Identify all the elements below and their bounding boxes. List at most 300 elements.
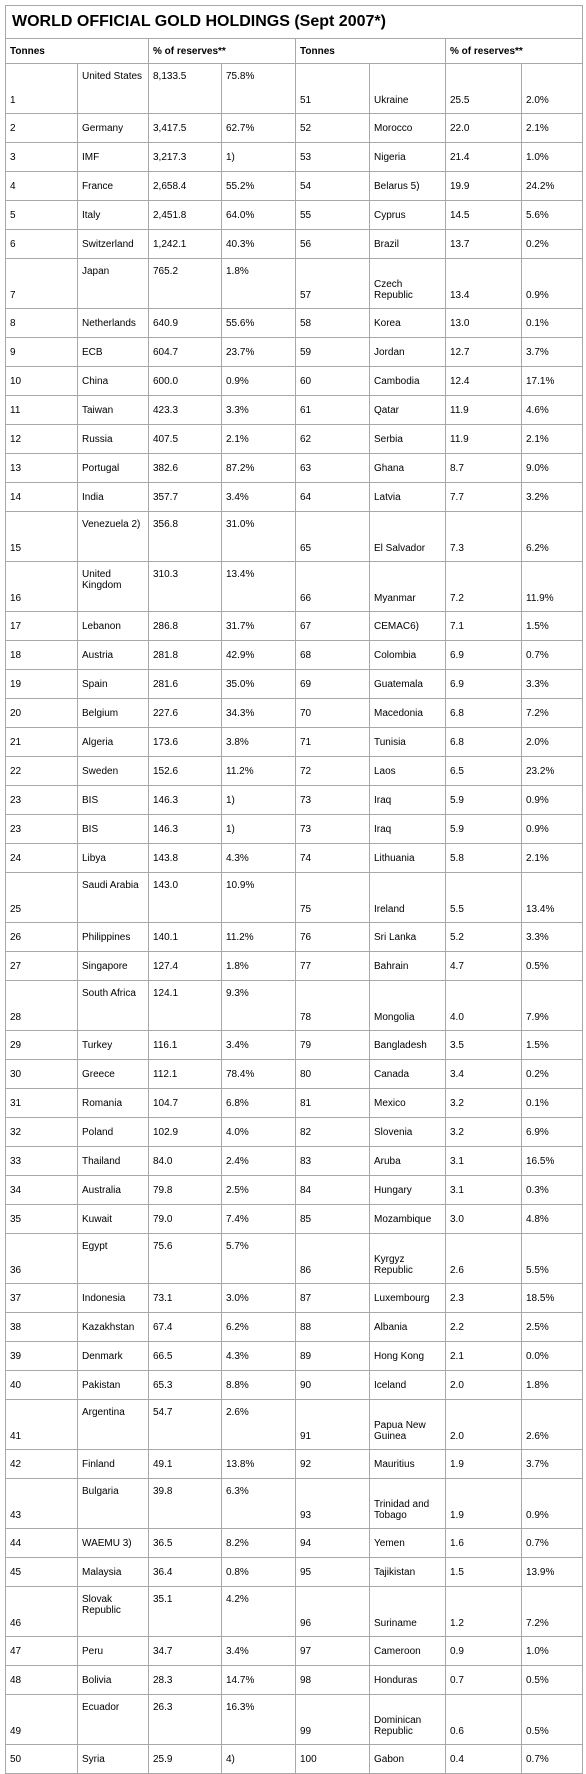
table-row — [6, 172, 583, 201]
pct-reserves-left-cell: 4.3% — [222, 844, 296, 873]
pct-reserves-right-cell: 5.5% — [522, 1234, 583, 1284]
tonnes-right-cell: 13.7 — [446, 230, 522, 259]
rank-right-cell: 94 — [296, 1529, 370, 1558]
tonnes-left-cell: 146.3 — [149, 786, 222, 815]
tonnes-right-cell: 12.4 — [446, 367, 522, 396]
country-right-cell: Kyrgyz Republic — [370, 1234, 446, 1284]
table-row — [6, 1558, 583, 1587]
pct-reserves-right-cell: 1.0% — [522, 143, 583, 172]
country-right-cell: Iraq — [370, 786, 446, 815]
tonnes-right-cell: 6.8 — [446, 699, 522, 728]
table-row — [6, 143, 583, 172]
rank-left-cell: 15 — [6, 512, 78, 562]
tonnes-left-cell: 79.0 — [149, 1205, 222, 1234]
rank-left-cell: 38 — [6, 1313, 78, 1342]
country-left-cell: Thailand — [78, 1147, 149, 1176]
table-row — [6, 612, 583, 641]
country-right-cell: Albania — [370, 1313, 446, 1342]
country-right-cell: Lithuania — [370, 844, 446, 873]
pct-reserves-right-cell: 0.7% — [522, 1529, 583, 1558]
rank-right-cell: 85 — [296, 1205, 370, 1234]
pct-reserves-right-cell: 9.0% — [522, 454, 583, 483]
tonnes-right-cell: 12.7 — [446, 338, 522, 367]
pct-reserves-right-cell: 23.2% — [522, 757, 583, 786]
country-right-cell: Mongolia — [370, 981, 446, 1031]
pct-reserves-right-cell: 1.8% — [522, 1371, 583, 1400]
table-row — [6, 757, 583, 786]
tonnes-left-cell: 640.9 — [149, 309, 222, 338]
tonnes-right-cell: 11.9 — [446, 396, 522, 425]
rank-right-cell: 51 — [296, 64, 370, 114]
pct-reserves-right-cell: 0.2% — [522, 230, 583, 259]
country-left-cell: Lebanon — [78, 612, 149, 641]
tonnes-left-cell: 25.9 — [149, 1745, 222, 1774]
pct-reserves-right-cell: 0.0% — [522, 1342, 583, 1371]
table-row — [6, 396, 583, 425]
rank-left-cell: 21 — [6, 728, 78, 757]
country-right-cell: Nigeria — [370, 143, 446, 172]
pct-reserves-right-cell: 7.2% — [522, 1587, 583, 1637]
tonnes-left-cell: 382.6 — [149, 454, 222, 483]
table-row — [6, 562, 583, 612]
tonnes-right-cell: 3.4 — [446, 1060, 522, 1089]
rank-left-cell: 32 — [6, 1118, 78, 1147]
country-right-cell: Morocco — [370, 114, 446, 143]
pct-reserves-right-cell: 0.3% — [522, 1176, 583, 1205]
tonnes-left-cell: 36.4 — [149, 1558, 222, 1587]
tonnes-left-cell: 357.7 — [149, 483, 222, 512]
country-right-cell: Hong Kong — [370, 1342, 446, 1371]
table-row — [6, 1371, 583, 1400]
pct-reserves-left-cell: 8.2% — [222, 1529, 296, 1558]
table-row — [6, 1450, 583, 1479]
table-row — [6, 670, 583, 699]
pct-reserves-left-cell: 6.8% — [222, 1089, 296, 1118]
rank-left-cell: 18 — [6, 641, 78, 670]
pct-reserves-right-cell: 0.1% — [522, 1089, 583, 1118]
tonnes-right-cell: 6.9 — [446, 641, 522, 670]
tonnes-left-cell: 112.1 — [149, 1060, 222, 1089]
tonnes-right-cell: 8.7 — [446, 454, 522, 483]
tonnes-right-cell: 0.6 — [446, 1695, 522, 1745]
country-left-cell: Indonesia — [78, 1284, 149, 1313]
rank-right-cell: 98 — [296, 1666, 370, 1695]
gold-holdings-table — [5, 5, 583, 1774]
pct-reserves-right-cell: 7.2% — [522, 699, 583, 728]
country-right-cell: Canada — [370, 1060, 446, 1089]
rank-right-cell: 65 — [296, 512, 370, 562]
rank-left-cell: 35 — [6, 1205, 78, 1234]
rank-right-cell: 90 — [296, 1371, 370, 1400]
country-right-cell: Aruba — [370, 1147, 446, 1176]
table-row — [6, 1060, 583, 1089]
pct-reserves-left-cell: 62.7% — [222, 114, 296, 143]
country-right-cell: Mexico — [370, 1089, 446, 1118]
rank-left-cell: 31 — [6, 1089, 78, 1118]
table-row — [6, 1637, 583, 1666]
country-right-cell: Sri Lanka — [370, 923, 446, 952]
tonnes-left-cell: 75.6 — [149, 1234, 222, 1284]
rank-right-cell: 96 — [296, 1587, 370, 1637]
table-row — [6, 1342, 583, 1371]
tonnes-left-cell: 765.2 — [149, 259, 222, 309]
rank-right-cell: 79 — [296, 1031, 370, 1060]
tonnes-left-cell: 36.5 — [149, 1529, 222, 1558]
country-right-cell: Brazil — [370, 230, 446, 259]
country-right-cell: Luxembourg — [370, 1284, 446, 1313]
pct-reserves-left-cell: 8.8% — [222, 1371, 296, 1400]
header-tonnes-left: Tonnes — [6, 39, 149, 64]
tonnes-left-cell: 2,658.4 — [149, 172, 222, 201]
rank-right-cell: 54 — [296, 172, 370, 201]
pct-reserves-left-cell: 3.3% — [222, 396, 296, 425]
pct-reserves-right-cell: 17.1% — [522, 367, 583, 396]
rank-right-cell: 77 — [296, 952, 370, 981]
pct-reserves-left-cell: 11.2% — [222, 757, 296, 786]
tonnes-right-cell: 7.2 — [446, 562, 522, 612]
pct-reserves-right-cell: 0.2% — [522, 1060, 583, 1089]
country-left-cell: ECB — [78, 338, 149, 367]
rank-right-cell: 78 — [296, 981, 370, 1031]
table-row — [6, 1118, 583, 1147]
pct-reserves-left-cell: 10.9% — [222, 873, 296, 923]
country-left-cell: Peru — [78, 1637, 149, 1666]
table-row — [6, 1089, 583, 1118]
rank-right-cell: 86 — [296, 1234, 370, 1284]
country-right-cell: Cameroon — [370, 1637, 446, 1666]
country-left-cell: Bolivia — [78, 1666, 149, 1695]
pct-reserves-left-cell: 2.1% — [222, 425, 296, 454]
country-left-cell: United Kingdom — [78, 562, 149, 612]
pct-reserves-left-cell: 1.8% — [222, 259, 296, 309]
pct-reserves-left-cell: 6.3% — [222, 1479, 296, 1529]
pct-reserves-left-cell: 35.0% — [222, 670, 296, 699]
country-left-cell: Malaysia — [78, 1558, 149, 1587]
rank-right-cell: 57 — [296, 259, 370, 309]
tonnes-left-cell: 281.6 — [149, 670, 222, 699]
pct-reserves-left-cell: 3.0% — [222, 1284, 296, 1313]
tonnes-left-cell: 356.8 — [149, 512, 222, 562]
rank-left-cell: 39 — [6, 1342, 78, 1371]
tonnes-left-cell: 102.9 — [149, 1118, 222, 1147]
country-right-cell: Suriname — [370, 1587, 446, 1637]
tonnes-left-cell: 146.3 — [149, 815, 222, 844]
tonnes-left-cell: 2,451.8 — [149, 201, 222, 230]
country-right-cell: Dominican Republic — [370, 1695, 446, 1745]
country-left-cell: Australia — [78, 1176, 149, 1205]
rank-left-cell: 23 — [6, 786, 78, 815]
rank-right-cell: 74 — [296, 844, 370, 873]
rank-left-cell: 43 — [6, 1479, 78, 1529]
pct-reserves-left-cell: 2.6% — [222, 1400, 296, 1450]
tonnes-right-cell: 1.2 — [446, 1587, 522, 1637]
rank-left-cell: 29 — [6, 1031, 78, 1060]
country-left-cell: BIS — [78, 786, 149, 815]
rank-right-cell: 63 — [296, 454, 370, 483]
country-left-cell: Ecuador — [78, 1695, 149, 1745]
pct-reserves-right-cell: 1.0% — [522, 1637, 583, 1666]
pct-reserves-right-cell: 1.5% — [522, 1031, 583, 1060]
country-right-cell: Korea — [370, 309, 446, 338]
tonnes-right-cell: 0.9 — [446, 1637, 522, 1666]
pct-reserves-left-cell: 3.4% — [222, 483, 296, 512]
pct-reserves-left-cell: 1) — [222, 815, 296, 844]
pct-reserves-right-cell: 0.1% — [522, 309, 583, 338]
pct-reserves-right-cell: 3.7% — [522, 1450, 583, 1479]
pct-reserves-left-cell: 31.7% — [222, 612, 296, 641]
pct-reserves-left-cell: 34.3% — [222, 699, 296, 728]
country-left-cell: Spain — [78, 670, 149, 699]
country-left-cell: Finland — [78, 1450, 149, 1479]
tonnes-right-cell: 7.7 — [446, 483, 522, 512]
rank-left-cell: 28 — [6, 981, 78, 1031]
tonnes-left-cell: 310.3 — [149, 562, 222, 612]
tonnes-left-cell: 35.1 — [149, 1587, 222, 1637]
rank-right-cell: 91 — [296, 1400, 370, 1450]
pct-reserves-right-cell: 3.7% — [522, 338, 583, 367]
country-left-cell: Belgium — [78, 699, 149, 728]
tonnes-right-cell: 6.5 — [446, 757, 522, 786]
country-left-cell: Austria — [78, 641, 149, 670]
table-row — [6, 1529, 583, 1558]
country-right-cell: Cambodia — [370, 367, 446, 396]
pct-reserves-right-cell: 16.5% — [522, 1147, 583, 1176]
country-left-cell: Philippines — [78, 923, 149, 952]
rank-right-cell: 99 — [296, 1695, 370, 1745]
tonnes-left-cell: 143.0 — [149, 873, 222, 923]
rank-left-cell: 22 — [6, 757, 78, 786]
pct-reserves-left-cell: 6.2% — [222, 1313, 296, 1342]
rank-right-cell: 62 — [296, 425, 370, 454]
pct-reserves-left-cell: 31.0% — [222, 512, 296, 562]
table-row — [6, 425, 583, 454]
table-row — [6, 1400, 583, 1450]
rank-left-cell: 20 — [6, 699, 78, 728]
rank-right-cell: 83 — [296, 1147, 370, 1176]
country-left-cell: Greece — [78, 1060, 149, 1089]
country-right-cell: Guatemala — [370, 670, 446, 699]
country-left-cell: Switzerland — [78, 230, 149, 259]
rank-left-cell: 48 — [6, 1666, 78, 1695]
pct-reserves-left-cell: 1.8% — [222, 952, 296, 981]
country-left-cell: IMF — [78, 143, 149, 172]
table-row — [6, 1745, 583, 1774]
tonnes-right-cell: 3.1 — [446, 1176, 522, 1205]
pct-reserves-right-cell: 2.0% — [522, 728, 583, 757]
pct-reserves-right-cell: 2.5% — [522, 1313, 583, 1342]
pct-reserves-left-cell: 0.9% — [222, 367, 296, 396]
rank-right-cell: 100 — [296, 1745, 370, 1774]
header-tonnes-right: Tonnes — [296, 39, 446, 64]
rank-left-cell: 42 — [6, 1450, 78, 1479]
country-right-cell: Laos — [370, 757, 446, 786]
rank-left-cell: 25 — [6, 873, 78, 923]
pct-reserves-right-cell: 0.9% — [522, 259, 583, 309]
table-row — [6, 728, 583, 757]
rank-left-cell: 41 — [6, 1400, 78, 1450]
table-row — [6, 981, 583, 1031]
tonnes-left-cell: 54.7 — [149, 1400, 222, 1450]
rank-right-cell: 68 — [296, 641, 370, 670]
tonnes-left-cell: 423.3 — [149, 396, 222, 425]
tonnes-right-cell: 13.0 — [446, 309, 522, 338]
pct-reserves-left-cell: 55.2% — [222, 172, 296, 201]
table-row — [6, 1031, 583, 1060]
tonnes-right-cell: 25.5 — [446, 64, 522, 114]
table-row — [6, 1666, 583, 1695]
pct-reserves-left-cell: 16.3% — [222, 1695, 296, 1745]
pct-reserves-left-cell: 2.5% — [222, 1176, 296, 1205]
country-left-cell: Argentina — [78, 1400, 149, 1450]
rank-left-cell: 6 — [6, 230, 78, 259]
table-row — [6, 699, 583, 728]
tonnes-left-cell: 152.6 — [149, 757, 222, 786]
tonnes-right-cell: 2.2 — [446, 1313, 522, 1342]
pct-reserves-right-cell: 11.9% — [522, 562, 583, 612]
pct-reserves-right-cell: 13.4% — [522, 873, 583, 923]
tonnes-right-cell: 2.0 — [446, 1400, 522, 1450]
tonnes-left-cell: 3,417.5 — [149, 114, 222, 143]
rank-left-cell: 34 — [6, 1176, 78, 1205]
country-left-cell: Syria — [78, 1745, 149, 1774]
table-row — [6, 1284, 583, 1313]
table-row — [6, 367, 583, 396]
country-right-cell: CEMAC6) — [370, 612, 446, 641]
tonnes-left-cell: 73.1 — [149, 1284, 222, 1313]
tonnes-left-cell: 34.7 — [149, 1637, 222, 1666]
tonnes-right-cell: 14.5 — [446, 201, 522, 230]
tonnes-right-cell: 1.5 — [446, 1558, 522, 1587]
pct-reserves-right-cell: 4.8% — [522, 1205, 583, 1234]
country-left-cell: Italy — [78, 201, 149, 230]
country-left-cell: WAEMU 3) — [78, 1529, 149, 1558]
tonnes-left-cell: 8,133.5 — [149, 64, 222, 114]
country-left-cell: Poland — [78, 1118, 149, 1147]
pct-reserves-right-cell: 13.9% — [522, 1558, 583, 1587]
rank-left-cell: 11 — [6, 396, 78, 425]
tonnes-right-cell: 1.6 — [446, 1529, 522, 1558]
country-right-cell: Gabon — [370, 1745, 446, 1774]
tonnes-right-cell: 1.9 — [446, 1450, 522, 1479]
country-right-cell: Cyprus — [370, 201, 446, 230]
pct-reserves-right-cell: 7.9% — [522, 981, 583, 1031]
country-left-cell: Sweden — [78, 757, 149, 786]
rank-right-cell: 97 — [296, 1637, 370, 1666]
tonnes-right-cell: 3.5 — [446, 1031, 522, 1060]
rank-left-cell: 44 — [6, 1529, 78, 1558]
tonnes-left-cell: 604.7 — [149, 338, 222, 367]
country-left-cell: Germany — [78, 114, 149, 143]
table-row — [6, 786, 583, 815]
country-left-cell: Kazakhstan — [78, 1313, 149, 1342]
table-row — [6, 1176, 583, 1205]
rank-left-cell: 27 — [6, 952, 78, 981]
rank-right-cell: 89 — [296, 1342, 370, 1371]
header-pct-reserves-left: % of reserves** — [149, 39, 296, 64]
tonnes-left-cell: 26.3 — [149, 1695, 222, 1745]
table-row — [6, 338, 583, 367]
table-row — [6, 923, 583, 952]
pct-reserves-left-cell: 87.2% — [222, 454, 296, 483]
rank-right-cell: 84 — [296, 1176, 370, 1205]
pct-reserves-left-cell: 40.3% — [222, 230, 296, 259]
table-row — [6, 1479, 583, 1529]
pct-reserves-left-cell: 4.3% — [222, 1342, 296, 1371]
country-left-cell: Egypt — [78, 1234, 149, 1284]
tonnes-right-cell: 5.8 — [446, 844, 522, 873]
rank-right-cell: 66 — [296, 562, 370, 612]
tonnes-right-cell: 6.8 — [446, 728, 522, 757]
pct-reserves-left-cell: 0.8% — [222, 1558, 296, 1587]
rank-left-cell: 19 — [6, 670, 78, 699]
tonnes-right-cell: 11.9 — [446, 425, 522, 454]
country-right-cell: Jordan — [370, 338, 446, 367]
table-row — [6, 641, 583, 670]
rank-right-cell: 55 — [296, 201, 370, 230]
table-body — [6, 64, 583, 1774]
tonnes-right-cell: 5.2 — [446, 923, 522, 952]
pct-reserves-left-cell: 13.4% — [222, 562, 296, 612]
rank-right-cell: 95 — [296, 1558, 370, 1587]
pct-reserves-right-cell: 6.2% — [522, 512, 583, 562]
tonnes-right-cell: 2.0 — [446, 1371, 522, 1400]
pct-reserves-left-cell: 5.7% — [222, 1234, 296, 1284]
country-left-cell: Japan — [78, 259, 149, 309]
table-row — [6, 1147, 583, 1176]
tonnes-right-cell: 22.0 — [446, 114, 522, 143]
tonnes-right-cell: 4.7 — [446, 952, 522, 981]
pct-reserves-right-cell: 0.9% — [522, 1479, 583, 1529]
pct-reserves-left-cell: 11.2% — [222, 923, 296, 952]
country-right-cell: Mauritius — [370, 1450, 446, 1479]
rank-right-cell: 73 — [296, 815, 370, 844]
country-left-cell: Russia — [78, 425, 149, 454]
country-left-cell: Netherlands — [78, 309, 149, 338]
country-left-cell: France — [78, 172, 149, 201]
tonnes-left-cell: 49.1 — [149, 1450, 222, 1479]
country-right-cell: Qatar — [370, 396, 446, 425]
pct-reserves-right-cell: 6.9% — [522, 1118, 583, 1147]
pct-reserves-right-cell: 18.5% — [522, 1284, 583, 1313]
rank-left-cell: 23 — [6, 815, 78, 844]
country-left-cell: Kuwait — [78, 1205, 149, 1234]
country-left-cell: Portugal — [78, 454, 149, 483]
table-row — [6, 1234, 583, 1284]
rank-right-cell: 70 — [296, 699, 370, 728]
tonnes-right-cell: 0.4 — [446, 1745, 522, 1774]
rank-left-cell: 30 — [6, 1060, 78, 1089]
country-right-cell: Trinidad and Tobago — [370, 1479, 446, 1529]
tonnes-right-cell: 5.9 — [446, 786, 522, 815]
pct-reserves-right-cell: 2.1% — [522, 114, 583, 143]
country-left-cell: Denmark — [78, 1342, 149, 1371]
tonnes-left-cell: 84.0 — [149, 1147, 222, 1176]
pct-reserves-right-cell: 3.3% — [522, 923, 583, 952]
table-row — [6, 230, 583, 259]
rank-left-cell: 5 — [6, 201, 78, 230]
tonnes-left-cell: 227.6 — [149, 699, 222, 728]
rank-right-cell: 76 — [296, 923, 370, 952]
pct-reserves-left-cell: 55.6% — [222, 309, 296, 338]
rank-left-cell: 45 — [6, 1558, 78, 1587]
tonnes-left-cell: 104.7 — [149, 1089, 222, 1118]
country-right-cell: Serbia — [370, 425, 446, 454]
country-left-cell: Pakistan — [78, 1371, 149, 1400]
rank-right-cell: 81 — [296, 1089, 370, 1118]
country-right-cell: Tajikistan — [370, 1558, 446, 1587]
country-left-cell: Algeria — [78, 728, 149, 757]
country-right-cell: El Salvador — [370, 512, 446, 562]
